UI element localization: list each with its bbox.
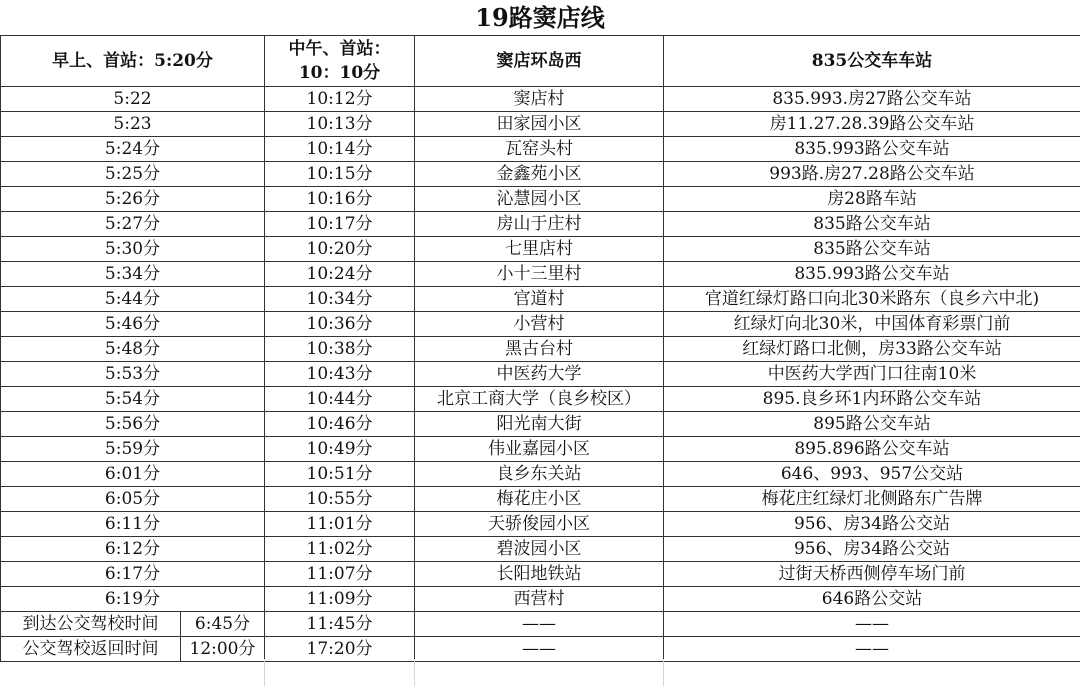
transfer-info-cell: 房28路车站 <box>664 187 1080 212</box>
transfer-info-cell: 895.896路公交车站 <box>664 437 1080 462</box>
noon-time-cell: 10:12分 <box>265 87 415 112</box>
transfer-info-cell: 835路公交车站 <box>664 237 1080 262</box>
morning-time-cell: 5:30分 <box>1 237 265 262</box>
table-row <box>1 462 1080 487</box>
empty-cell <box>264 659 415 686</box>
footer-label-cell: 到达公交驾校时间 <box>1 612 181 637</box>
transfer-info-cell: 过街天桥西侧停车场门前 <box>664 562 1080 587</box>
noon-time-cell: 10:55分 <box>265 487 415 512</box>
noon-time-cell: 10:14分 <box>265 137 415 162</box>
stop-name-cell: 官道村 <box>415 287 664 312</box>
stop-name-cell: 七里店村 <box>415 237 664 262</box>
stop-name-cell: 西营村 <box>415 587 664 612</box>
empty-cell <box>663 659 1080 686</box>
morning-time-cell: 5:56分 <box>1 412 265 437</box>
stop-name-cell: 天骄俊园小区 <box>415 512 664 537</box>
footer-noon-cell: 11:45分 <box>265 612 415 637</box>
table-row <box>1 487 1080 512</box>
header-row <box>1 36 1080 87</box>
transfer-info-cell: 835.993.房27路公交车站 <box>664 87 1080 112</box>
header-stop: 窦店环岛西 <box>415 36 664 87</box>
stop-name-cell: 中医药大学 <box>415 362 664 387</box>
noon-time-cell: 10:16分 <box>265 187 415 212</box>
table-row <box>1 212 1080 237</box>
table-row <box>1 337 1080 362</box>
header-transfer: 835公交车车站 <box>664 36 1080 87</box>
stop-name-cell: 小十三里村 <box>415 262 664 287</box>
morning-time-cell: 5:25分 <box>1 162 265 187</box>
stop-name-cell: 阳光南大街 <box>415 412 664 437</box>
table-row <box>1 237 1080 262</box>
stop-name-cell: 金鑫苑小区 <box>415 162 664 187</box>
table-row <box>1 137 1080 162</box>
noon-time-cell: 10:17分 <box>265 212 415 237</box>
noon-time-cell: 11:09分 <box>265 587 415 612</box>
table-row <box>1 87 1080 112</box>
morning-time-cell: 5:23 <box>1 112 265 137</box>
stop-name-cell: 小营村 <box>415 312 664 337</box>
morning-time-cell: 5:53分 <box>1 362 265 387</box>
morning-time-cell: 6:11分 <box>1 512 265 537</box>
morning-time-cell: 6:01分 <box>1 462 265 487</box>
stop-name-cell: 北京工商大学（良乡校区） <box>415 387 664 412</box>
footer-label-cell: 公交驾校返回时间 <box>1 637 181 662</box>
footer-transfer-cell: —— <box>664 612 1080 637</box>
table-row <box>1 262 1080 287</box>
transfer-info-cell: 646、993、957公交站 <box>664 462 1080 487</box>
morning-time-cell: 5:22 <box>1 87 265 112</box>
morning-time-cell: 5:46分 <box>1 312 265 337</box>
morning-time-cell: 6:12分 <box>1 537 265 562</box>
transfer-info-cell: 红绿灯向北30米，中国体育彩票门前 <box>664 312 1080 337</box>
noon-time-cell: 10:44分 <box>265 387 415 412</box>
transfer-info-cell: 红绿灯路口北侧，房33路公交车站 <box>664 337 1080 362</box>
morning-time-cell: 5:26分 <box>1 187 265 212</box>
noon-time-cell: 10:15分 <box>265 162 415 187</box>
stop-name-cell: 梅花庄小区 <box>415 487 664 512</box>
table-row <box>1 187 1080 212</box>
transfer-info-cell: 835.993路公交车站 <box>664 137 1080 162</box>
table-row <box>1 412 1080 437</box>
footer-morning-cell: 6:45分 <box>181 612 265 637</box>
table-row <box>1 387 1080 412</box>
footer-row <box>1 612 1080 637</box>
morning-time-cell: 6:05分 <box>1 487 265 512</box>
table-row <box>1 512 1080 537</box>
footer-row <box>1 637 1080 662</box>
table-row <box>1 162 1080 187</box>
transfer-info-cell: 956、房34路公交站 <box>664 537 1080 562</box>
noon-time-cell: 10:36分 <box>265 312 415 337</box>
transfer-info-cell: 646路公交站 <box>664 587 1080 612</box>
transfer-info-cell: 梅花庄红绿灯北侧路东广告牌 <box>664 487 1080 512</box>
footer-transfer-cell: —— <box>664 637 1080 662</box>
noon-time-cell: 10:51分 <box>265 462 415 487</box>
transfer-info-cell: 956、房34路公交站 <box>664 512 1080 537</box>
morning-time-cell: 5:48分 <box>1 337 265 362</box>
noon-time-cell: 11:01分 <box>265 512 415 537</box>
transfer-info-cell: 835.993路公交车站 <box>664 262 1080 287</box>
table-row <box>1 437 1080 462</box>
noon-time-cell: 10:49分 <box>265 437 415 462</box>
transfer-info-cell: 895路公交车站 <box>664 412 1080 437</box>
stop-name-cell: 瓦窑头村 <box>415 137 664 162</box>
noon-time-cell: 10:34分 <box>265 287 415 312</box>
schedule-table <box>0 35 1080 662</box>
header-noon-line1: 中午、首站： <box>288 39 391 59</box>
table-row <box>1 562 1080 587</box>
noon-time-cell: 10:43分 <box>265 362 415 387</box>
morning-time-cell: 6:17分 <box>1 562 265 587</box>
morning-time-cell: 5:44分 <box>1 287 265 312</box>
transfer-info-cell: 官道红绿灯路口向北30米路东（良乡六中北) <box>664 287 1080 312</box>
transfer-info-cell: 993路.房27.28路公交车站 <box>664 162 1080 187</box>
footer-noon-cell: 17:20分 <box>265 637 415 662</box>
table-row <box>1 362 1080 387</box>
stop-name-cell: 房山于庄村 <box>415 212 664 237</box>
stop-name-cell: 伟业嘉园小区 <box>415 437 664 462</box>
header-noon-line2: 10：10分 <box>298 63 381 83</box>
stop-name-cell: 田家园小区 <box>415 112 664 137</box>
header-morning: 早上、首站：5:20分 <box>1 36 265 87</box>
morning-time-cell: 5:24分 <box>1 137 265 162</box>
footer-morning-cell: 12:00分 <box>181 637 265 662</box>
transfer-info-cell: 中医药大学西门口往南10米 <box>664 362 1080 387</box>
footer-stop-cell: —— <box>415 637 664 662</box>
morning-time-cell: 5:34分 <box>1 262 265 287</box>
table-row <box>1 287 1080 312</box>
empty-row <box>0 659 1080 686</box>
morning-time-cell: 5:54分 <box>1 387 265 412</box>
noon-time-cell: 11:07分 <box>265 562 415 587</box>
table-row <box>1 312 1080 337</box>
noon-time-cell: 10:46分 <box>265 412 415 437</box>
noon-time-cell: 10:13分 <box>265 112 415 137</box>
stop-name-cell: 窦店村 <box>415 87 664 112</box>
transfer-info-cell: 房11.27.28.39路公交车站 <box>664 112 1080 137</box>
morning-time-cell: 5:27分 <box>1 212 265 237</box>
page-title: 19路窦店线 <box>475 3 605 32</box>
stop-name-cell: 长阳地铁站 <box>415 562 664 587</box>
stop-name-cell: 沁慧园小区 <box>415 187 664 212</box>
noon-time-cell: 11:02分 <box>265 537 415 562</box>
morning-time-cell: 6:19分 <box>1 587 265 612</box>
table-row <box>1 112 1080 137</box>
stop-name-cell: 黑古台村 <box>415 337 664 362</box>
stop-name-cell: 良乡东关站 <box>415 462 664 487</box>
morning-time-cell: 5:59分 <box>1 437 265 462</box>
footer-stop-cell: —— <box>415 612 664 637</box>
noon-time-cell: 10:24分 <box>265 262 415 287</box>
table-row <box>1 537 1080 562</box>
empty-cell <box>414 659 664 686</box>
stop-name-cell: 碧波园小区 <box>415 537 664 562</box>
table-row <box>1 587 1080 612</box>
noon-time-cell: 10:38分 <box>265 337 415 362</box>
noon-time-cell: 10:20分 <box>265 237 415 262</box>
transfer-info-cell: 895.良乡环1内环路公交车站 <box>664 387 1080 412</box>
transfer-info-cell: 835路公交车站 <box>664 212 1080 237</box>
header-noon <box>265 36 415 87</box>
